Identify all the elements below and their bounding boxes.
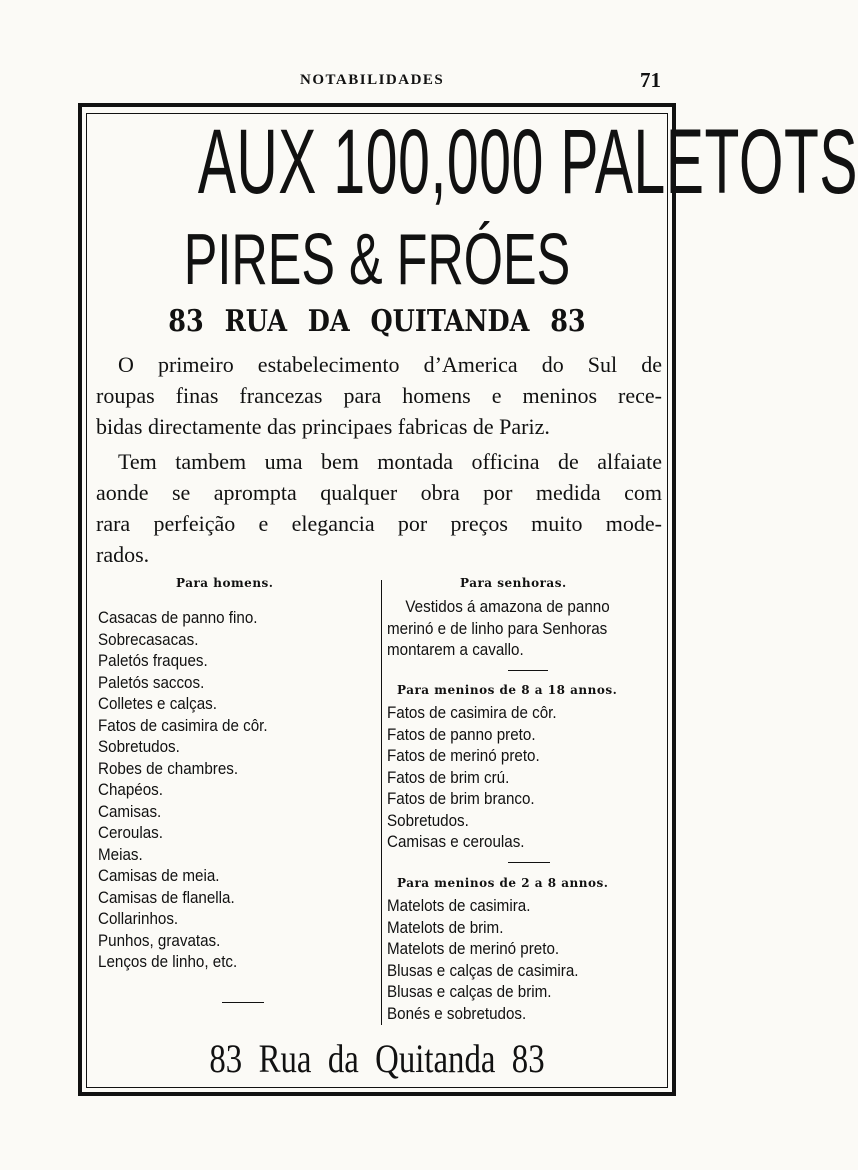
text-line: Vestidos á amazona de panno	[405, 598, 610, 616]
boys-2-8-list	[387, 896, 595, 1025]
ad-headline: AUX 100,000 PALETOTS	[197, 111, 858, 213]
boys-8-18-heading: Para meninos de 8 a 18 annos.	[397, 683, 618, 697]
list-item: Lenços de linho, etc.	[98, 953, 238, 971]
list-item: Fatos de casimira de côr.	[387, 704, 557, 722]
section-rule	[508, 862, 550, 863]
list-item: Sobretudos.	[98, 738, 180, 756]
men-list	[98, 608, 282, 974]
list-item: Sobretudos.	[387, 811, 469, 830]
list-item: Punhos, gravatas.	[98, 931, 221, 950]
list-item: Paletós fraques.	[98, 652, 208, 670]
list-item: Robes de chambres.	[98, 759, 239, 778]
list-item: Blusas e calças de brim.	[387, 983, 552, 1001]
list-item: Camisas.	[98, 802, 162, 821]
list-item: Matelots de merinó preto.	[387, 940, 560, 958]
page-number: 71	[640, 68, 661, 92]
workshop-paragraph	[96, 446, 662, 570]
column-divider	[381, 580, 382, 1025]
list-item: Chapéos.	[98, 781, 163, 799]
list-item: Fatos de brim crú.	[387, 768, 510, 787]
paragraph-line: bidas directamente das principaes fabricas de Pariz.	[96, 414, 550, 439]
list-item: Camisas de flanella.	[98, 888, 235, 907]
address-line: 83 RUA DA QUITANDA 83	[168, 304, 586, 339]
ladies-text	[387, 597, 667, 662]
list-item: Fatos de panno preto.	[387, 725, 536, 744]
text-line: merinó e de linho para Senhoras	[387, 619, 608, 638]
list-item: Ceroulas.	[98, 824, 163, 842]
list-item: Camisas e ceroulas.	[387, 833, 525, 851]
list-item: Bonés e sobretudos.	[387, 1004, 527, 1023]
list-item: Fatos de brim branco.	[387, 790, 535, 808]
list-item: Fatos de merinó preto.	[387, 747, 540, 765]
section-rule	[508, 670, 548, 671]
intro-paragraph	[96, 349, 662, 442]
paragraph-line: rados.	[96, 542, 150, 567]
footer-address: 83 Rua da Quitanda 83	[209, 1036, 545, 1081]
list-item: Paletós saccos.	[98, 673, 205, 692]
section-rule	[222, 1002, 264, 1003]
list-item: Camisas de meia.	[98, 867, 220, 885]
list-item: Collarinhos.	[98, 910, 179, 928]
firm-name: PIRES & FRÓES	[183, 220, 571, 300]
list-item: Colletes e calças.	[98, 695, 217, 713]
list-item: Blusas e calças de casimira.	[387, 961, 579, 980]
paragraph-line: rara perfeição e elegancia por preços muito mode-	[96, 511, 662, 536]
list-item: Meias.	[98, 845, 143, 864]
list-item: Casacas de panno fino.	[98, 609, 258, 627]
paragraph-line: O primeiro estabelecimento d’America do Sul de	[118, 352, 662, 377]
text-line: montarem a cavallo.	[387, 641, 524, 659]
men-heading: Para homens.	[176, 576, 274, 590]
page-header	[0, 68, 715, 96]
list-item: Matelots de casimira.	[387, 897, 531, 915]
paragraph-line: aonde se apromptа qualquer obra por medida com	[96, 480, 662, 505]
paragraph-line: roupas finas francezas para homens e meninos rece-	[96, 383, 662, 408]
list-item: Sobrecasacas.	[98, 630, 199, 649]
list-item: Matelots de brim.	[387, 918, 504, 937]
list-item: Fatos de casimira de côr.	[98, 716, 268, 735]
boys-2-8-heading: Para meninos de 2 a 8 annos.	[397, 876, 609, 890]
running-title: NOTABILIDADES	[300, 72, 445, 88]
ladies-heading: Para senhoras.	[460, 576, 567, 590]
paragraph-line: Tem tambem uma bem montada officina de alfaiate	[118, 449, 662, 474]
boys-8-18-list	[387, 703, 571, 854]
